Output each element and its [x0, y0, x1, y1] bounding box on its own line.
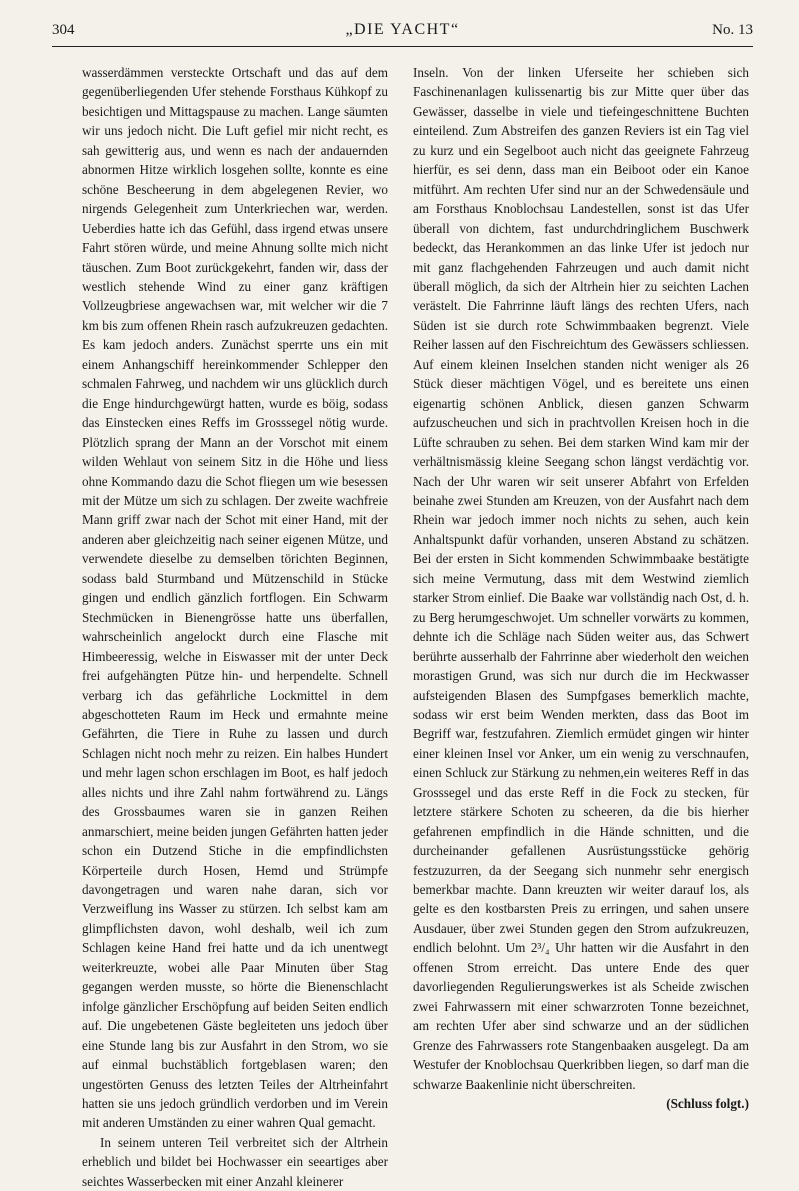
continuation-note: (Schluss folgt.) — [666, 1096, 749, 1112]
page-header — [52, 18, 753, 47]
article-paragraph: wasserdämmen versteckte Ortschaft und das auf dem gegenüberliegenden Ufer stehende Forsthaus Kühkopf zu besichtigen und Mittagspause zu machen. Lange säumten wir uns jedoch nicht. Die Luft gefiel mir nicht recht, es sah gewitterig aus, und wenn es nach der andauernden abnormen Hitze wirklich losgehen sollte, konnte es eine schöne Bescheerung in dem abgelegenen Revier, wo nirgends Gelegenheit zum Unterkriechen war, werden. Ueberdies hatte ich das Gefühl, dass irgend etwas unsere Fahrt stören würde, und meine Ahnung sollte mich nicht täuschen. Zum Boot zurückgekehrt, fanden wir, dass der westlich stehende Wind zu einer ganz kräftigen Vollzeugbriese angewachsen war, mit welcher wir die 7 km bis zum offenen Rhein rasch aufzukreuzen gedachten. Es kam jedoch anders. Zunächst sperrte uns ein mit einem Anhangschiff hereinkommender Schlepper den schmalen Fahrweg, und nachdem wir uns glücklich durch die Enge hindurchgewürgt hatten, wurde es böig, sodass das Einstecken eines Reffs im Grosssegel nötig wurde. Plötzlich sprang der Mann an der Vorschot mit einem wilden Wehlaut von seinem Sitz in die Höhe und liess ohne Kommando dazu die Schot fliegen um wie besessen mit der Mütze um sich zu schlagen. Der zweite wachfreie Mann griff zwar nach der Schot mit einer Hand, mit der anderen aber gleichzeitig nach seiner eigenen Mütze, und verwendete dieselbe zu demselben törichten Beginnen, sodass bald Sturmband und Mützenschild in Stücke gingen und endlich gänzlich fortflogen. Ein Schwarm Stechmücken in Bienengrösse hatte uns überfallen, wahrscheinlich angelockt durch eine Flasche mit Himbeeressig, welche in Eiswasser mit der unter Deck frei aufgehängten Pütze hin- und herpendelte. Schnell verbarg ich das gefährliche Lockmittel in dem abgeschotteten Raum im Heck und ermahnte meine Gefährten, die Tiere in Ruhe zu lassen und durch Schlagen nicht noch mehr zu reizen. Ein halbes Hundert und mehr lagen schon erschlagen im Boot, es half jedoch alles nichts und ihre Zahl nahm fortwährend zu. Längs des Grossbaumes waren sie in ganzen Reihen anmarschiert, meine beiden jungen Gefährten hatten jeder schon ein Dutzend Stiche in die empfindlichsten Körperteile durch Hosen, Hemd und Strümpfe davongetragen und waren nahe daran, sich vor Verzweiflung ins Wasser zu stürzen. Ich selbst kam am glimpflichsten davon, wohl deshalb, weil ich zum Schlagen keine Hand frei hatte und da ich unentwegt weiterkreuzte, wobei alle Paar Minuten über Stag gegangen werden musste, so hörte die Bienenschlacht infolge gänzlicher Erschöpfung auf beiden Seiten endlich auf. Die ungebetenen Gäste begleiteten uns jedoch über eine Stunde lang bis zur Ausfahrt in den Strom, wo sie auf einmal buchstäblich fortgeblasen waren; den ungestörten Genuss des letzten Teiles der Altrheinfahrt hatten sie uns jedoch gründlich verdorben und im Verein mit anderen Umständen zu einer wahren Qual gemacht. — [82, 65, 388, 1131]
issue-number: No. 13 — [712, 22, 753, 38]
article-paragraph: Inseln. Von der linken Uferseite her schieben sich Faschinenanlagen kulissenartig bis zur Mitte quer über das Gewässer, dasselbe in viele und tiefeingeschnittene Buchten einteilend. Zum Abstreifen des ganzen Reviers ist ein Tag viel zu kurz und ein Segelboot auch nicht das geeignete Fahrzeug hierfür, es sei denn, dass man ein Beiboot oder ein Kanoe mitführt. Am rechten Ufer sind nur an der Schwedensäule und am Forsthaus Knoblochsau Landestellen, sonst ist das Ufer überall von dichtem, fast undurchdringlichem Buschwerk bedeckt, das Herankommen an das linke Ufer ist jedoch nur mit ganz flachgehenden Fahrzeugen und auch damit nicht überall möglich, da sich der Altrhein hier zu seichten Lachen verästelt. Die Fahrrinne läuft längs des rechten Ufers, nach Süden ist sie durch rote Schwimmbaaken begrenzt. Viele Reiher lassen auf den Fischreichtum des Gewässers schliessen. Auf einem kleinen Inselchen standen nicht weniger als 26 Stück dieser mächtigen Vögel, und es bereitete uns einen eigenartig schönen Anblick, diesen ganzen Schwarm aufzuscheuchen und sich in prachtvollen Kreisen hoch in die Lüfte schrauben zu sehen. Bei dem starken Wind kam mir der verhältnismässig kleine Seegang schon längst verdächtig vor. Nach der Uhr waren wir seit unserer Abfahrt von Erfelden beinahe zwei Stunden am Kreuzen, von der Ausfahrt nach dem Rhein war jedoch immer noch nichts zu sehen, auch kein Anhaltspunkt dafür vorhanden, unseren Abstand zu schätzen. Bei der ersten in Sicht kommenden Schwimmbaake bestätigte sich meine Vermutung, dass mit dem Westwind ziemlich starker Strom einlief. Die Baake war vollständig nach Ost, d. h. zu Berg herumgeschwojet. Um schneller vorwärts zu kommen, dehnte ich die Schläge nach Süden weiter aus, das Schwert berührte ausserhalb der Fahrrinne aber wiederholt den weichen morastigen Grund, was sich nur durch die im Heckwasser aufsteigenden Blasen des Sumpfgases bemerklich machte, sodass wir erst beim Wenden merkten, dass das Boot im Begriff war, festzufahren. Ziemlich ermüdet gingen wir hinter einer kleinen Insel vor Anker, um ein wenig zu verschnaufen, einen Schluck zur Stärkung zu nehmen,ein weiteres Reff in das Grosssegel und das erste Reff in die Fock zu stecken, für letztere stärkere Schoten zu scheeren, da die bis hierher gefahrenen empfindlich in die Hände schnitten, und die durcheinander gefallenen Ausrüstungsstücke gehörig festzuzurren, da der Seegang sich nunmehr sehr energisch bemerkbar machte. Dann kreuzten wir weiter darauf los, als gelte es den kostbarsten Preis zu erringen, und sahen unsere Ausdauer, über zwei Stunden gegen den Strom aufzukreuzen, endlich belohnt. Um 2³/₄ Uhr hatten wir die Ausfahrt in den offenen Strom erreicht. Das untere Ende des quer davorliegenden Regulierungswerkes ist als Scheide zwischen zwei Fahrwassern mit einer schwarzroten Tonne bezeichnet, am rechten Ufer aber sind schwarze und an der südlichen Grenze des Fahrwassers rote Stangenbaaken ausgelegt. Da am Westufer der Knoblochsau Querkribben liegen, so darf man die schwarze Baakenlinie nicht überschreiten. — [413, 65, 749, 1092]
magazine-title: „DIE YACHT“ — [345, 21, 460, 38]
left-column — [82, 63, 388, 1191]
page-number: 304 — [52, 22, 75, 38]
article-paragraph: In seinem unteren Teil verbreitet sich der Altrhein erheblich und bildet bei Hochwasser ein seeartiges aber seichtes Wasserbecken mit einer Anzahl kleinerer — [82, 1134, 388, 1189]
right-column — [413, 63, 749, 1113]
